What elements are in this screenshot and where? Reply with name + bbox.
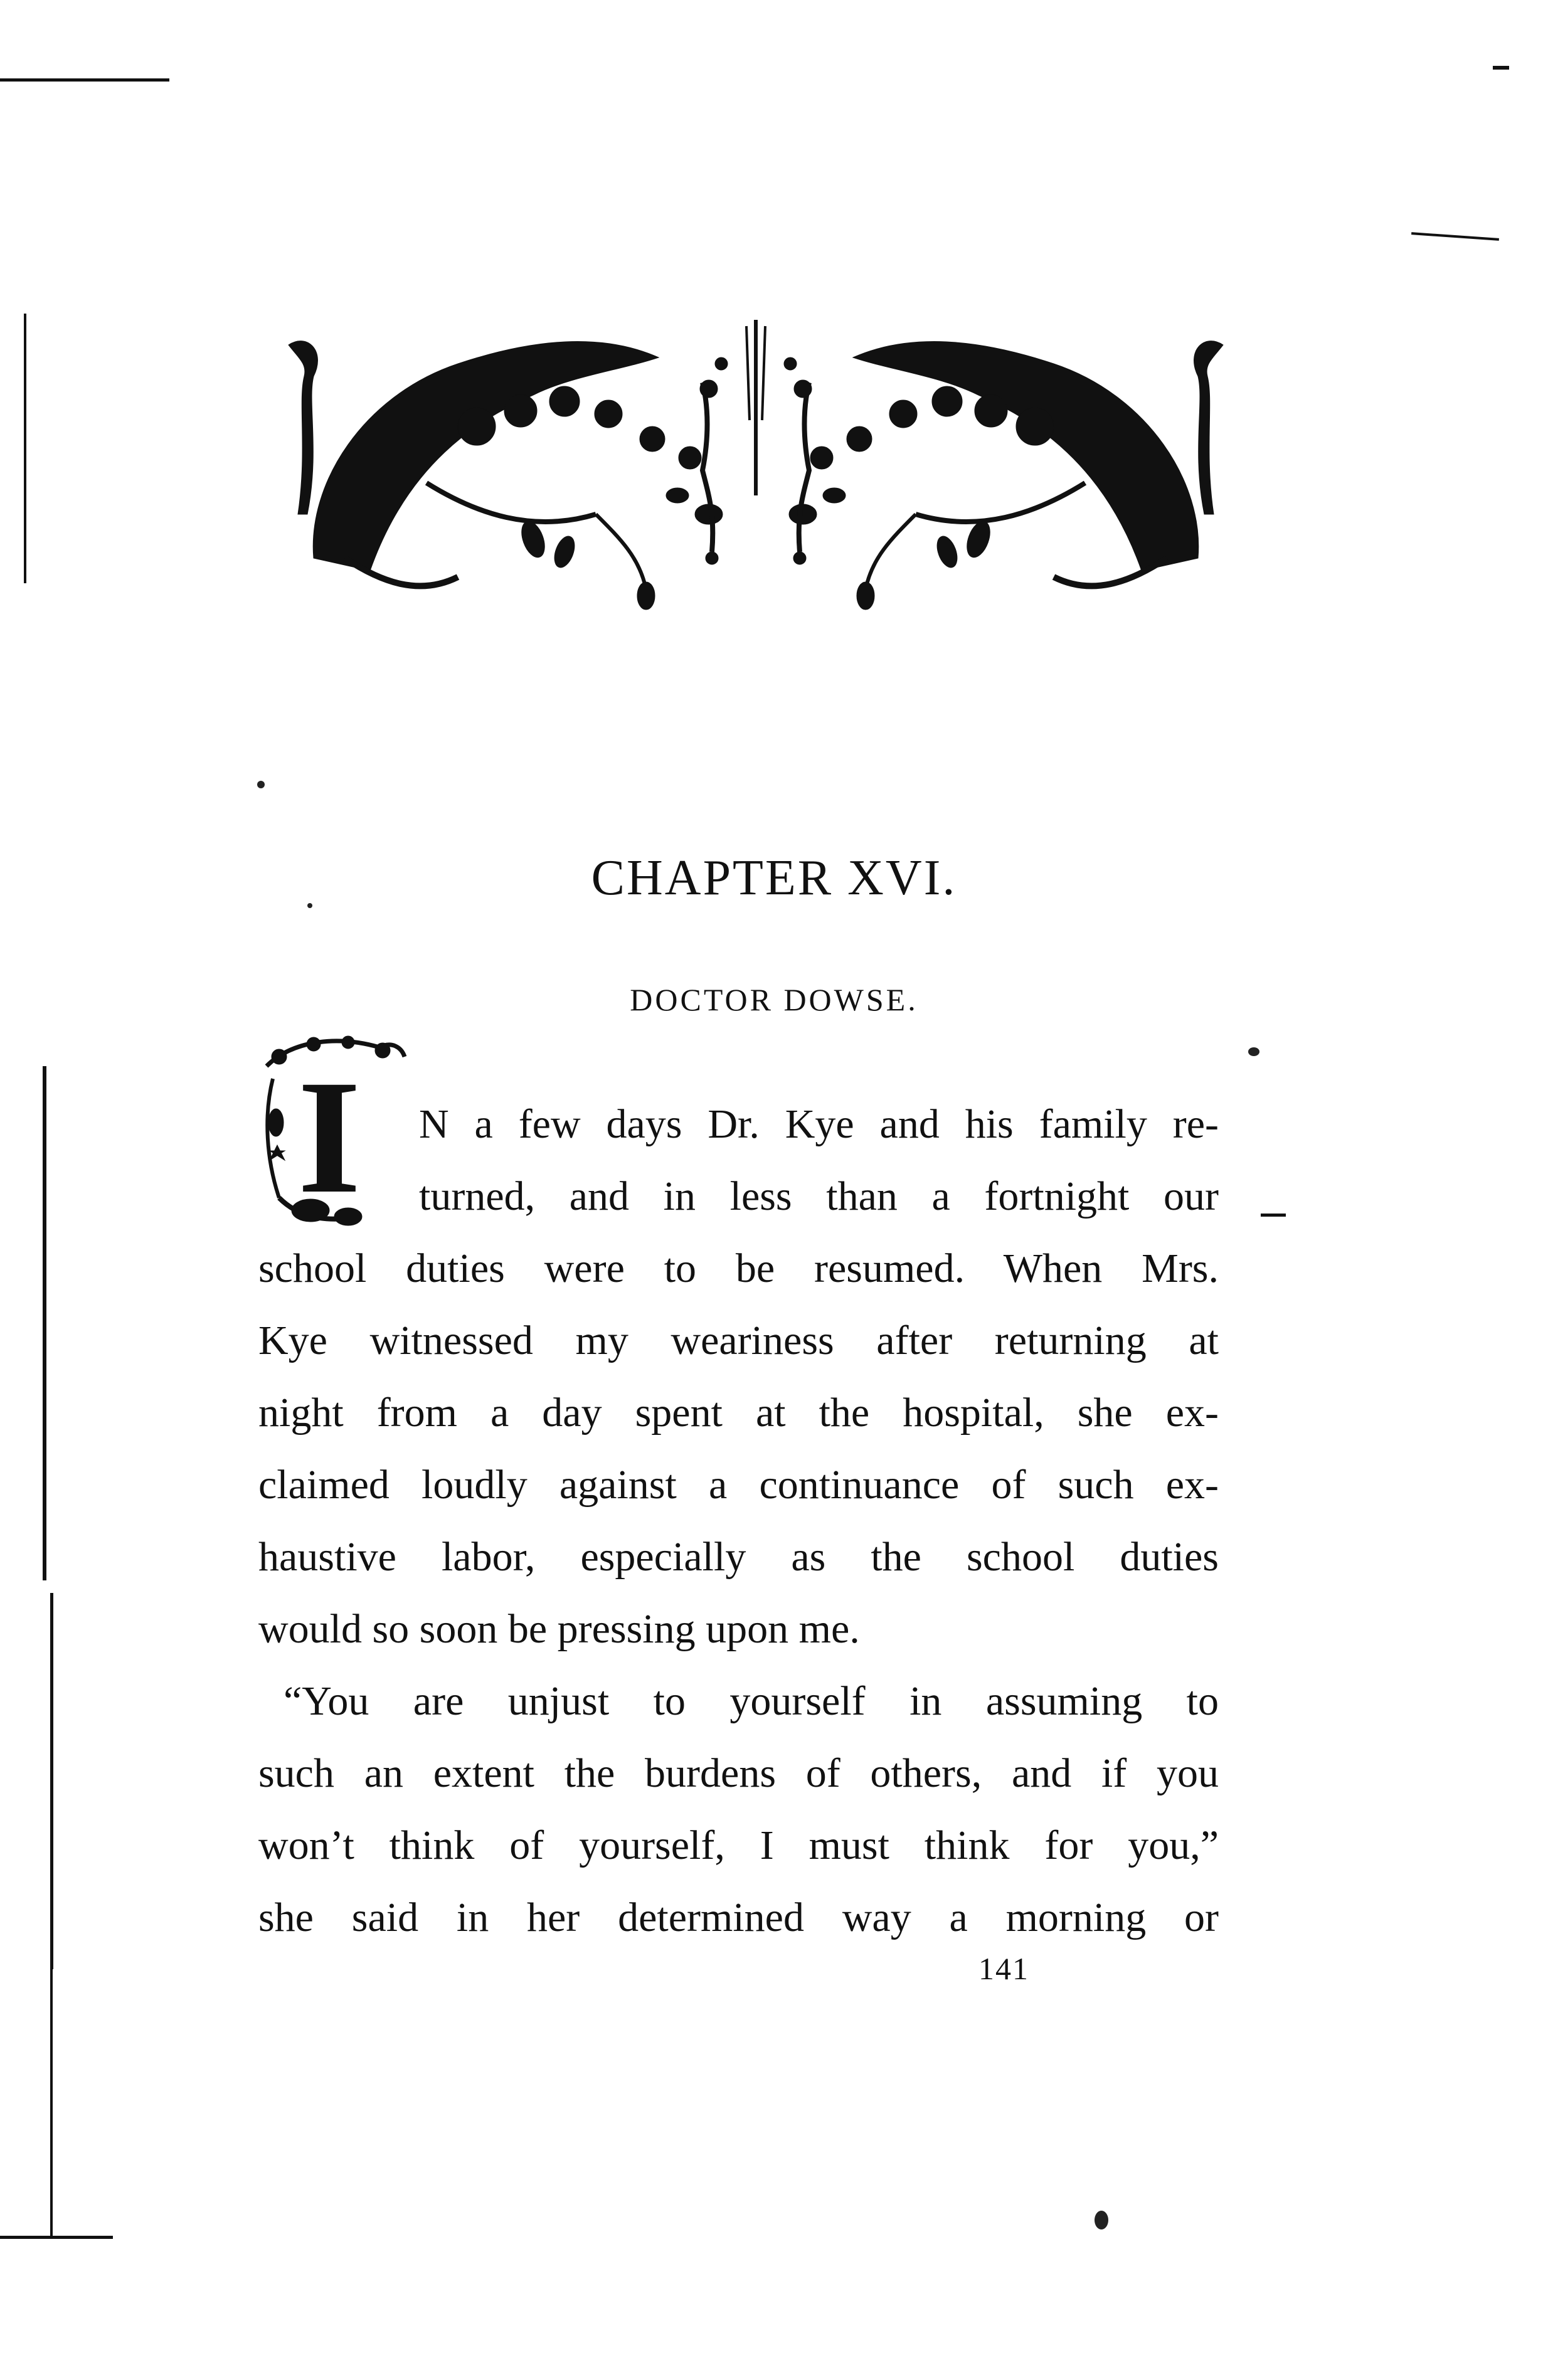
scan-edge-line-bottom: [0, 2236, 113, 2239]
floral-headpiece-ornament: [270, 307, 1242, 633]
text-line: claimed loudly against a continuance of such ex-: [258, 1462, 1219, 1508]
text-line: N a few days Dr. Kye and his family re-: [419, 1101, 1219, 1147]
text-line: she said in her determined way a morning or: [258, 1895, 1219, 1940]
text-line: won’t think of yourself, I must think for you,”: [258, 1822, 1219, 1868]
scan-edge-line-left-lower: [50, 1593, 53, 1969]
chapter-subtitle: DOCTOR DOWSE.: [630, 982, 918, 1017]
scan-speck: [1095, 2211, 1108, 2229]
scan-speck: [257, 781, 265, 788]
scan-edge-line-left-upper: [24, 314, 26, 583]
scan-edge-dash-right-top: [1493, 66, 1509, 70]
text-line: night from a day spent at the hospital, she ex-: [258, 1390, 1219, 1436]
text-line: school duties were to be resumed. When Mrs.: [258, 1246, 1219, 1291]
scan-edge-line-left-bottom: [50, 1969, 53, 2239]
scan-speck: [1248, 1047, 1259, 1056]
scan-edge-dash-right-middle: [1261, 1214, 1286, 1217]
text-line: would so soon be pressing upon me.: [258, 1606, 860, 1652]
ornamented-drop-cap: [254, 1029, 411, 1235]
scan-edge-line-left-middle: [43, 1066, 46, 1580]
chapter-title: CHAPTER XVI.: [591, 850, 957, 906]
text-line: turned, and in less than a fortnight our: [419, 1173, 1219, 1219]
drop-cap-letter: I: [297, 1047, 361, 1227]
text-line: “You are unjust to yourself in assuming to: [284, 1678, 1219, 1724]
scan-edge-line-right: [1411, 232, 1499, 241]
page-number: 141: [978, 1951, 1029, 1986]
text-line: haustive labor, especially as the school duties: [258, 1534, 1219, 1580]
text-line: such an extent the burdens of others, and if you: [258, 1750, 1219, 1796]
text-line: Kye witnessed my weariness after returning at: [258, 1318, 1219, 1363]
scan-edge-line-top: [0, 78, 169, 82]
